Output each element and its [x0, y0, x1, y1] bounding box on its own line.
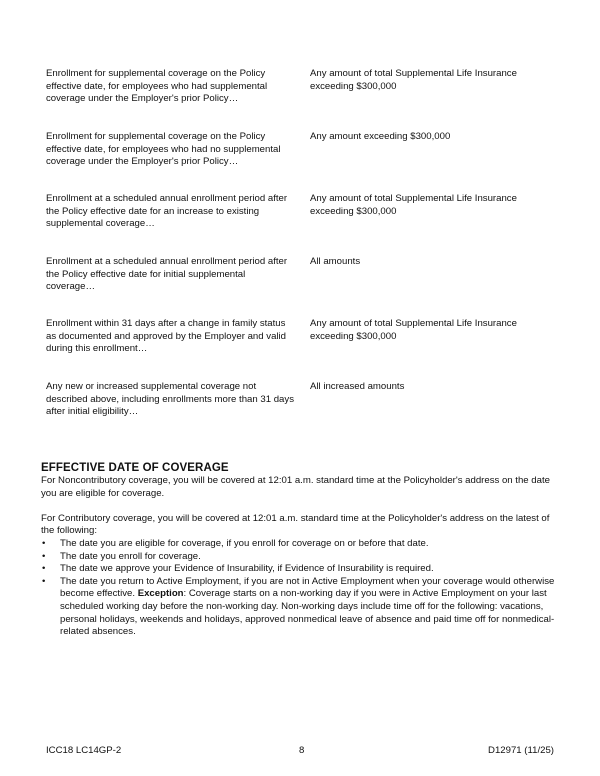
evidence-amount: Any amount of total Supplemental Life Insurance exceeding $300,000: [310, 193, 517, 217]
exception-label: Exception: [137, 588, 184, 600]
enrollment-condition: Enrollment for supplemental coverage on the Policy effective date, for employees who had supplemental coverage under the Employer's prior Policy…: [46, 68, 268, 105]
section-heading: EFFECTIVE DATE OF COVERAGE: [41, 462, 229, 474]
bullet-icon: •: [42, 575, 46, 587]
footer-form-number: ICC18 LC14GP-2: [46, 745, 122, 756]
evidence-amount: All amounts: [310, 256, 361, 267]
effective-date-list: [41, 538, 561, 639]
bullet-icon: •: [42, 563, 46, 575]
list-item: [41, 538, 561, 551]
enrollment-condition: Enrollment for supplemental coverage on the Policy effective date, for employees who had no supplemental coverage under the Employer's prior Policy…: [46, 131, 281, 168]
list-item-text-start: The date you return to Active Employment, if you are not in Active Employment when your coverage would otherwise become effective.: [60, 575, 555, 600]
bullet-icon: •: [42, 550, 46, 562]
bullet-icon: •: [42, 537, 46, 549]
list-item-text: The date you are eligible for coverage, if you enroll for coverage on or before that date.: [60, 537, 429, 549]
enrollment-condition: Enrollment at a scheduled annual enrollment period after the Policy effective date for an increase to existing supplemental coverage…: [46, 193, 288, 230]
list-item: [41, 563, 561, 576]
list-item: [41, 551, 561, 564]
effective-date-section: [41, 462, 561, 639]
list-item: [41, 576, 561, 639]
page-number: 8: [299, 745, 305, 756]
list-item-text: The date you enroll for coverage.: [60, 550, 201, 562]
evidence-amount: Any amount exceeding $300,000: [310, 131, 451, 142]
evidence-amount: Any amount of total Supplemental Life Insurance exceeding $300,000: [310, 68, 517, 92]
enrollment-condition: Enrollment at a scheduled annual enrollment period after the Policy effective date for initial supplemental coverage…: [46, 256, 288, 293]
enrollment-condition: Any new or increased supplemental coverage not described above, including enrollments more than 31 days after initial eligibility…: [46, 381, 294, 418]
evidence-amount: Any amount of total Supplemental Life Insurance exceeding $300,000: [310, 318, 517, 342]
enrollment-condition: Enrollment within 31 days after a change in family status as documented and approved by the Employer and valid during this enrollment…: [46, 318, 286, 355]
contributory-paragraph: For Contributory coverage, you will be covered at 12:01 a.m. standard time at the Policyholder's address on the latest of the following:: [41, 512, 550, 537]
evidence-amount: All increased amounts: [310, 381, 405, 392]
list-item-text: The date we approve your Evidence of Insurability, if Evidence of Insurability is required.: [60, 563, 434, 575]
footer-doc-code: D12971 (11/25): [488, 745, 554, 756]
noncontributory-paragraph: For Noncontributory coverage, you will be covered at 12:01 a.m. standard time at the Policyholder's address on the date you are eligible for coverage.: [41, 475, 550, 499]
list-item-text-end: : Coverage starts on a non-working day if you were in Active Employment on your last scheduled working day before the non-working day. Non-working days include time off for the following: vacations, personal holidays, weekends and holidays, approved nonmedical leave of absence and paid time off for nonmedical-related absences.: [60, 588, 555, 638]
